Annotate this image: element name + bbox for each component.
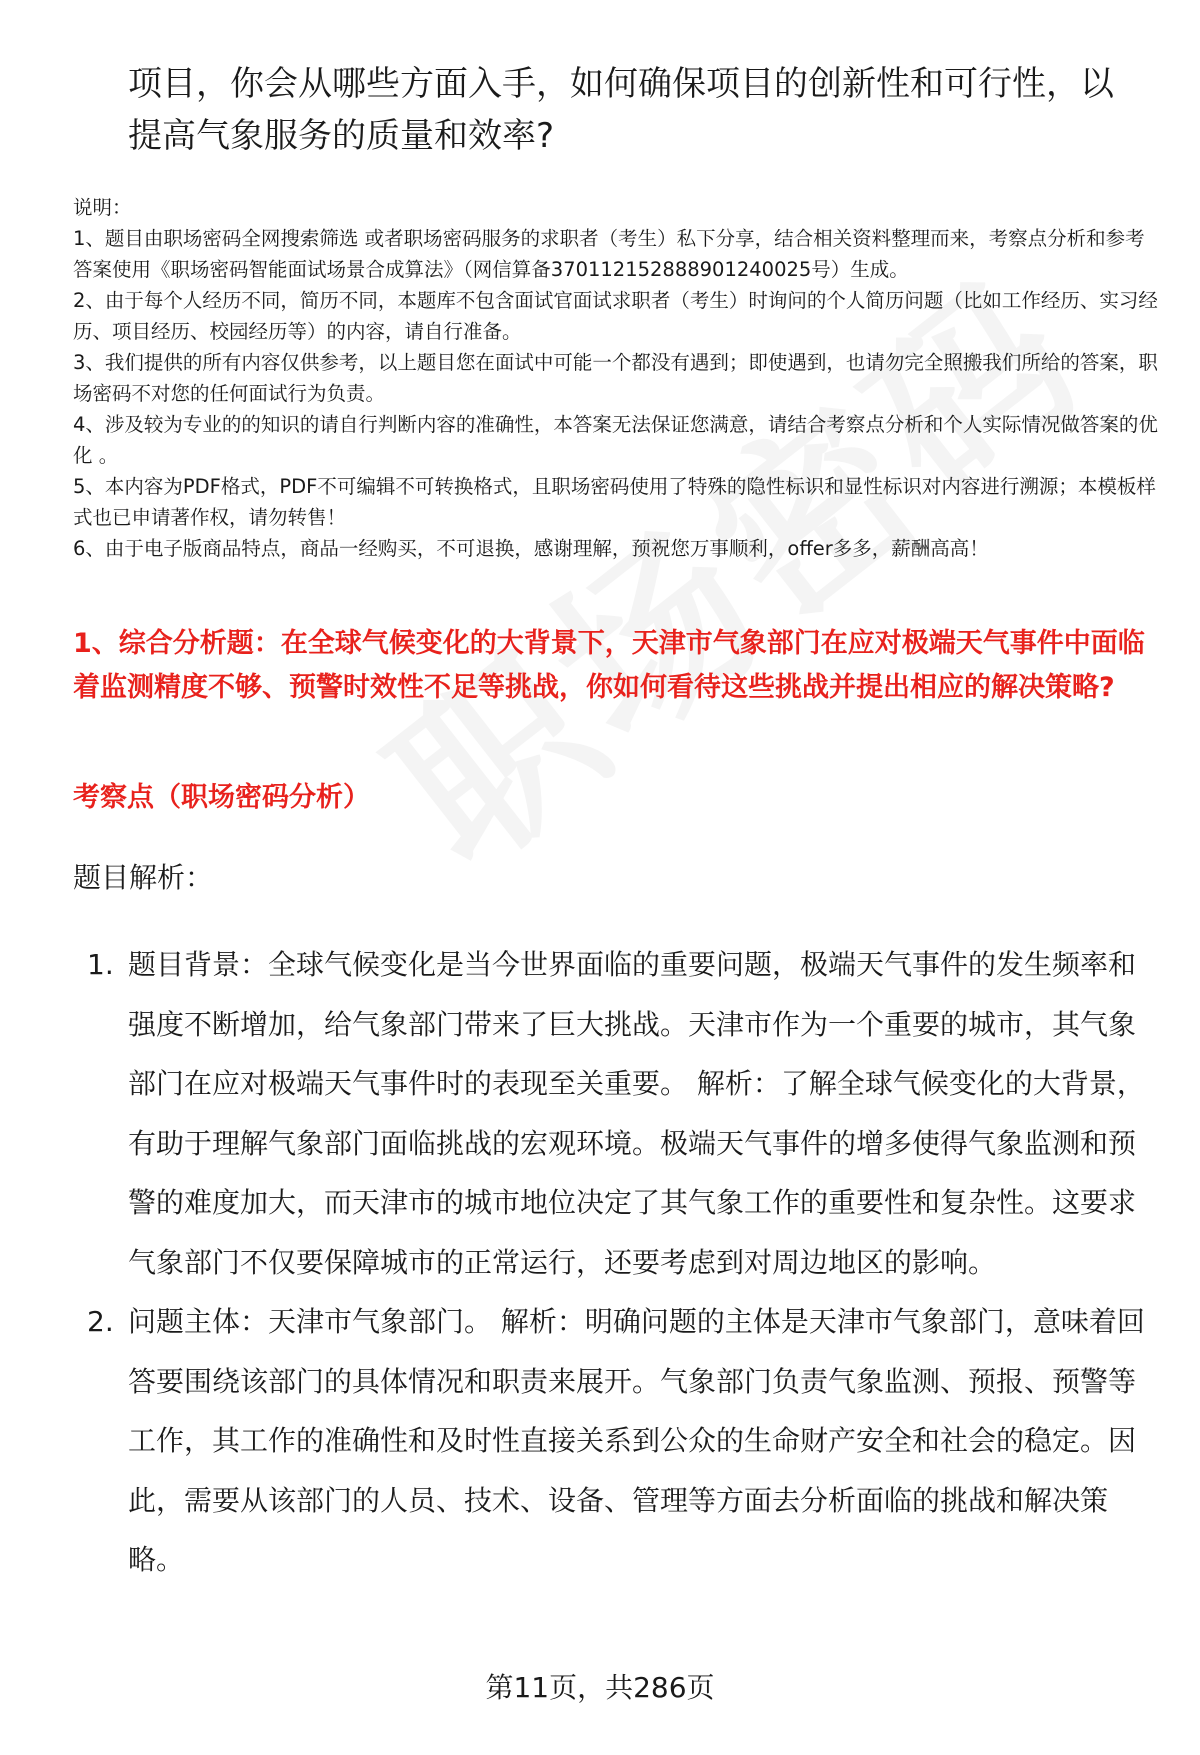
question-title: 1、综合分析题：在全球气候变化的大背景下，天津市气象部门在应对极端天气事件中面临着监测精度不够、预警时效性不足等挑战，你如何看待这些挑战并提出相应的解决策略? xyxy=(73,628,1145,703)
analysis-item-number: 1. xyxy=(87,948,114,981)
kaocha-heading: 考察点（职场密码分析） xyxy=(73,782,370,813)
notes-section xyxy=(73,192,1158,564)
analysis-item-number: 2. xyxy=(87,1305,114,1338)
analysis-item xyxy=(73,935,1153,1292)
note-item: 1、题目由职场密码全网搜索筛选 或者职场密码服务的求职者（考生）私下分享，结合相关资料整理而来，考察点分析和参考答案使用《职场密码智能面试场景合成算法》（网信算备370112152888901240025号）生成。 xyxy=(73,227,1145,281)
note-item: 4、涉及较为专业的的知识的请自行判断内容的准确性，本答案无法保证您满意，请结合考察点分析和个人实际情况做答案的优化 。 xyxy=(73,413,1158,467)
analysis-item-text: 题目背景：全球气候变化是当今世界面临的重要问题，极端天气事件的发生频率和强度不断增加，给气象部门带来了巨大挑战。天津市作为一个重要的城市，其气象部门在应对极端天气事件时的表现至关重要。 解析：了解全球气候变化的大背景，有助于理解气象部门面临挑战的宏观环境。极端天气事件的增多使得气象监测和预警的难度加大，而天津市的城市地位决定了其气象工作的重要性和复杂性。这要求气象部门不仅要保障城市的正常运行，还要考虑到对周边地区的影响。 xyxy=(128,948,1145,1279)
note-item: 6、由于电子版商品特点，商品一经购买，不可退换，感谢理解，预祝您万事顺利，offer多多，薪酬高高！ xyxy=(73,537,989,560)
note-item: 5、本内容为PDF格式，PDF不可编辑不可转换格式，且职场密码使用了特殊的隐性标识和显性标识对内容进行溯源；本模板样式也已申请著作权，请勿转售！ xyxy=(73,475,1156,529)
analysis-label: 题目解析： xyxy=(73,861,214,894)
notes-title: 说明： xyxy=(73,196,132,219)
previous-question-tail: 项目，你会从哪些方面入手，如何确保项目的创新性和可行性，以提高气象服务的质量和效率? xyxy=(128,64,1114,156)
analysis-list xyxy=(73,935,1153,1590)
note-item: 2、由于每个人经历不同，简历不同，本题库不包含面试官面试求职者（考生）时询问的个人简历问题（比如工作经历、实习经历、项目经历、校园经历等）的内容，请自行准备。 xyxy=(73,289,1158,343)
analysis-item-text: 问题主体：天津市气象部门。 解析：明确问题的主体是天津市气象部门，意味着回答要围绕该部门的具体情况和职责来展开。气象部门负责气象监测、预报、预警等工作，其工作的准确性和及时性直接关系到公众的生命财产安全和社会的稳定。因此，需要从该部门的人员、技术、设备、管理等方面去分析面临的挑战和解决策略。 xyxy=(128,1305,1145,1576)
note-item: 3、我们提供的所有内容仅供参考，以上题目您在面试中可能一个都没有遇到；即使遇到，也请勿完全照搬我们所给的答案，职场密码不对您的任何面试行为负责。 xyxy=(73,351,1158,405)
analysis-item xyxy=(73,1292,1153,1590)
page-number: 第11页，共286页 xyxy=(485,1671,715,1704)
